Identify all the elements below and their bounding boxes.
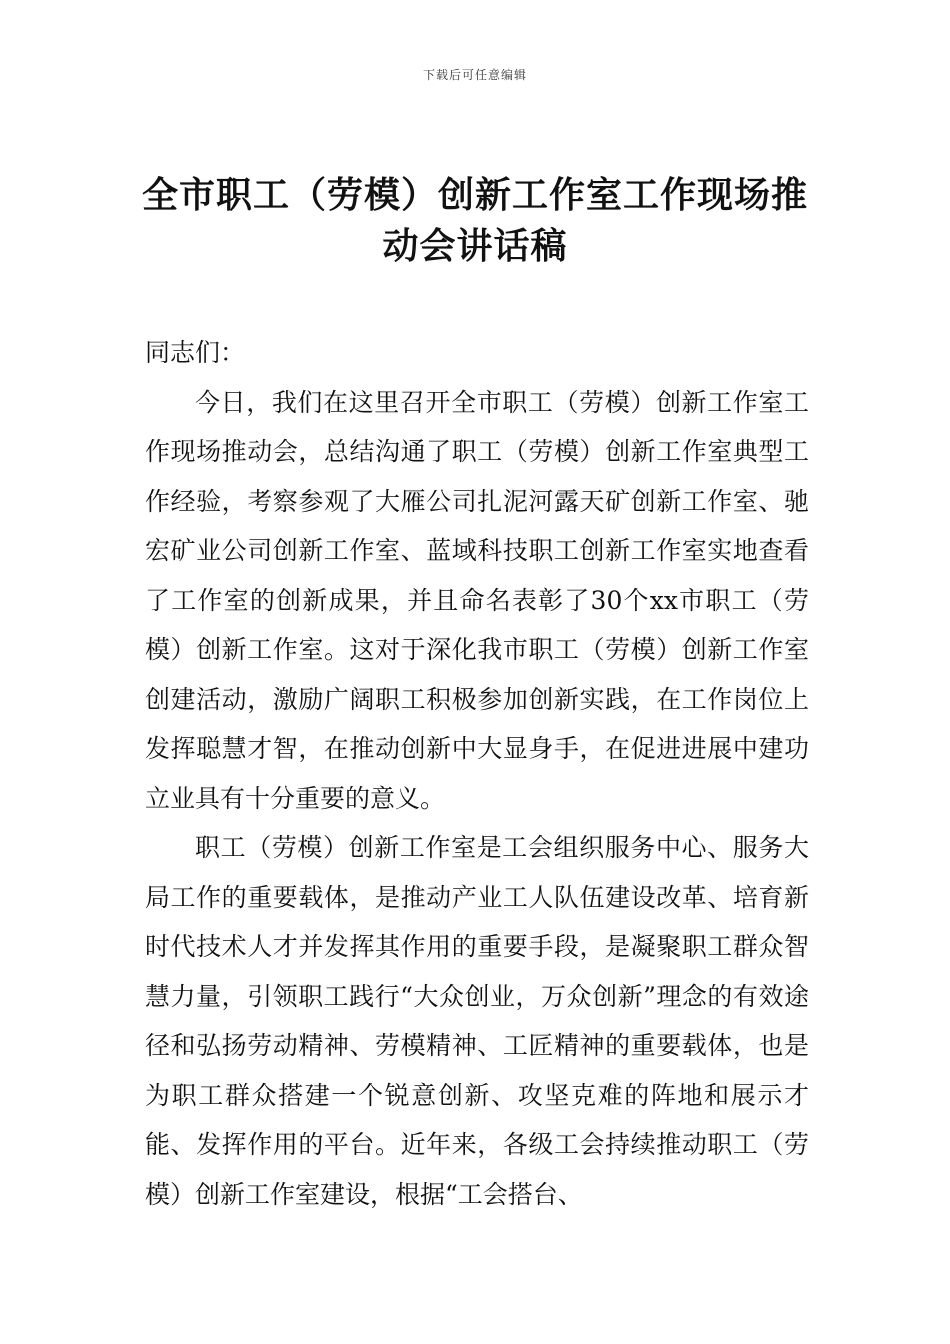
paragraph-1: 今日，我们在这里召开全市职工（劳模）创新工作室工作现场推动会，总结沟通了职工（劳模）创新工作室典型工作经验，考察参观了大雁公司扎泥河露天矿创新工作室、驰宏矿业公司创新工作室、蓝域科技职工创新工作室实地查看了工作室的创新成果，并且命名表彰了30个xx市职工（劳模）创新工作室。这对于深化我市职工（劳模）创新工作室创建活动，激励广阔职工积极参加创新实践，在工作岗位上发挥聪慧才智，在推动创新中大显身手，在促进进展中建功立业具有十分重要的意义。 <box>145 387 809 813</box>
header-note: 下载后可任意编辑 <box>422 68 527 82</box>
paragraph-2: 职工（劳模）创新工作室是工会组织服务中心、服务大局工作的重要载体，是推动产业工人队伍建设改革、培育新时代技术人才并发挥其作用的重要手段，是凝聚职工群众智慧力量，引领职工践行“大众创业，万众创新”理念的有效途径和弘扬劳动精神、劳模精神、工匠精神的重要载体，也是为职工群众搭建一个锐意创新、攻坚克难的阵地和展示才能、发挥作用的平台。近年来，各级工会持续推动职工（劳模）创新工作室建设，根据“工会搭台、 <box>145 833 809 1209</box>
salutation: 同志们： <box>145 338 246 367</box>
document-body <box>145 328 809 1219</box>
document-title: 全市职工（劳模）创新工作室工作现场推动会讲话稿 <box>141 175 808 267</box>
